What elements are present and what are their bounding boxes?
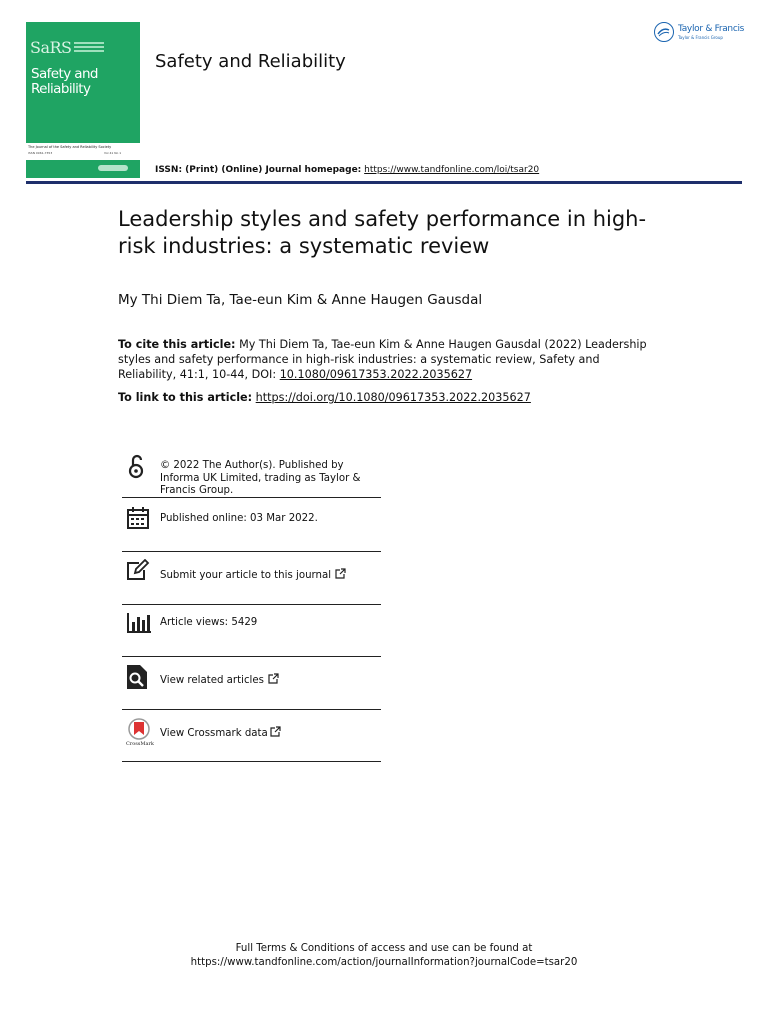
divider <box>122 604 381 605</box>
bar-chart-icon <box>126 611 150 635</box>
open-access-icon <box>126 454 150 478</box>
issn-label: ISSN: (Print) (Online) Journal homepage: <box>155 165 362 175</box>
journal-homepage-link[interactable]: https://www.tandfonline.com/loi/tsar20 <box>364 165 540 175</box>
external-link-icon <box>335 568 346 579</box>
cover-logo: SaRS <box>30 38 72 57</box>
article-link-line <box>118 391 531 404</box>
publisher-logo <box>654 22 754 48</box>
terms-footer <box>0 942 768 970</box>
article-link-label: To link to this article: <box>118 391 253 404</box>
terms-text: Full Terms & Conditions of access and use can be found at <box>235 943 533 954</box>
article-doi-link[interactable]: https://doi.org/10.1080/09617353.2022.2035627 <box>255 391 531 404</box>
publisher-sub: Taylor & Francis Group <box>678 35 723 40</box>
cover-logo-tagline <box>74 42 104 54</box>
external-link-icon <box>270 726 281 737</box>
edit-icon <box>126 559 150 583</box>
calendar-icon <box>126 506 150 530</box>
issn-line <box>155 165 539 175</box>
terms-url[interactable]: https://www.tandfonline.com/action/journalInformation?journalCode=tsar20 <box>190 957 578 968</box>
journal-name: Safety and Reliability <box>155 51 346 72</box>
submit-article-link[interactable]: Submit your article to this journal <box>160 568 346 583</box>
crossmark-badge-label: CrossMark <box>126 741 154 747</box>
copyright-text: © 2022 The Author(s). Published by Informa UK Limited, trading as Taylor & Francis Group. <box>160 460 361 496</box>
header-rule <box>26 181 742 184</box>
divider <box>122 656 381 657</box>
article-title: Leadership styles and safety performance in high-risk industries: a systematic review <box>118 207 647 258</box>
divider <box>122 497 381 498</box>
article-views: Article views: 5429 <box>160 617 258 628</box>
citation-doi-link[interactable]: 10.1080/09617353.2022.2035627 <box>279 368 473 381</box>
journal-cover <box>26 22 140 178</box>
citation-label: To cite this article: <box>118 338 236 351</box>
crossmark-link[interactable]: View Crossmark data <box>160 726 281 741</box>
citation-text: My Thi Diem Ta, Tae-eun Kim & Anne Haugen Gausdal (2022) Leadership styles and safety performance in high-risk industries: a systematic review, Safety and Reliability, 41:1, 10-44, DOI: <box>118 338 647 381</box>
cover-title: Safety and Reliability <box>31 66 98 97</box>
cover-footer <box>26 160 140 178</box>
divider <box>122 551 381 552</box>
publisher-logo-icon <box>654 22 674 42</box>
divider <box>122 709 381 710</box>
divider <box>122 761 381 762</box>
related-articles-link[interactable]: View related articles <box>160 673 279 688</box>
crossmark-icon <box>125 718 153 748</box>
citation <box>118 337 648 382</box>
published-date: Published online: 03 Mar 2022. <box>160 513 318 524</box>
publisher-name: Taylor & Francis <box>678 24 745 34</box>
cover-band: The Journal of the Safety and Reliability Society ISSN 0961-7353 Vol 41 No 1 <box>26 143 140 178</box>
external-link-icon <box>268 673 279 684</box>
authors: My Thi Diem Ta, Tae-eun Kim & Anne Haugen Gausdal <box>118 292 483 308</box>
related-search-icon <box>126 664 150 688</box>
